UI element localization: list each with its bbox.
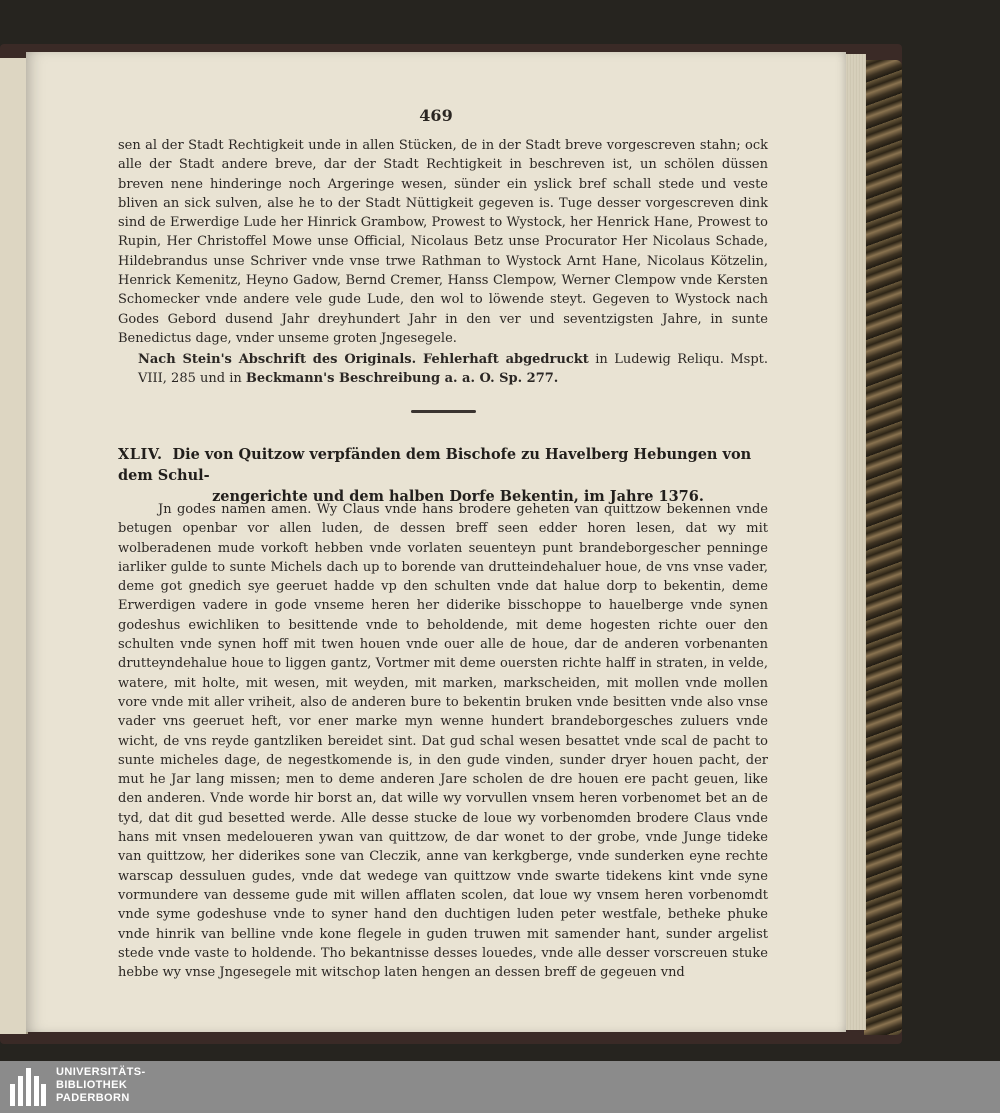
library-logo-icon [10, 1068, 46, 1106]
library-banner [0, 1061, 1000, 1113]
library-name-line: PADERBORN [56, 1092, 130, 1104]
source-note-prefix: Nach Stein's Abschrift des Originals. Fehlerhaft abgedruckt [138, 352, 589, 367]
page-number: 469 [419, 106, 453, 125]
marbled-edge [864, 60, 902, 1035]
paragraph-text: sen al der Stadt Rechtigkeit unde in allen Stücken, de in der Stadt breve vorgescreven stahn; ock alle der Stadt andere breve, dar der Stadt Rechtigkeit in beschreven ist, un schölen düssen breven nene hinderinge noch Argeringe wesen, sünder ein yslick bref schall stede und veste bliven an sick sulven, alse he to der Stadt Nüttigkeit gegeven is. Tuge desser vorgescreven dink sind de Erwerdige Lude her Hinrick Grambow, Prowest to Wystock, her Henrick Hane, Prowest to Rupin, Her Christoffel Mowe unse Official, Nicolaus Betz unse Procurator Her Nicolaus Schade, Hildebrandus unse Schriver vnde vnse trwe Rathman to Wystock Arnt Hane, Nicolaus Kötzelin, Henrick Kemenitz, Heyno Gadow, Bernd Cremer, Hanss Clempow, Werner Clempow vnde Kersten Schomecker vnde andere vele gude Lude, den wol to löwende steyt. Gegeven to Wystock nach Godes Gebord dusend Jahr dreyhundert Jahr in den ver und seventzigsten Jahre, in sunte Benedictus dage, vnder unseme groten Jngesegele. [118, 138, 768, 346]
section-heading [118, 444, 768, 507]
paragraph-text: Jn godes namen amen. Wy Claus vnde hans brodere geheten van quittzow bekennen vnde betugen openbar vor allen luden, de dessen breff seen edder horen lesen, dat wy mit wolberadenen mude vorkoft hebben vnde vorlaten seuenteyn punt brandeborgescher penninge iarliker gulde to sunte Michels dach up to borende van drutteindehaluer houe, de vns vnse vader, deme got gnedich sye geeruet hadde vp den schulten vnde dat halue dorp to bekentin, deme Erwerdigen vadere in gode vnseme heren her diderike bisschoppe to hauelberge vnde synen godeshus ewichliken to besittende vnde to beholdende, mit deme hogesten richte ouer den schulten vnde synen hoff mit twen houen vnde ouer alle de houe, dar de anderen vorbenanten drutteyndehalue houe to liggen gantz, Vortmer mit deme ouersten richte halff in straten, in velde, watere, mit holte, mit wesen, mit weyden, mit marken, markscheiden, mit mollen vnde mollen vore vnde mit aller vriheit, also de anderen bure to bekentin bruken vnde besitten vnde also vnse vader vns geeruet heft, vor ener marke myn wenne hundert brandeborgesches zuluers vnde wicht, de vns reyde gantzliken bereidet sint. Dat gud schal wesen besattet vnde scal de pacht to sunte micheles dage, de negestkomende is, in den gude vinden, sunder dryer houen pacht, der mut he Jar lang missen; men to deme anderen Jare scholen de dre houen ere pacht geuen, like den anderen. Vnde worde hir borst an, dat wille wy vorvullen vnsem heren vorbenomet bet an de tyd, dat dit gud besetted werde. Alle desse stucke de loue wy vorbenomden brodere Claus vnde hans mit vnsen medeloueren ywan van quittzow, de dar wonet to der grobe, vnde Junge tideke van quittzow, her diderikes sone van Cleczik, anne van kerkgberge, vnde sunderken eyne rechte warscap dessuluen gudes, vnde dat wedege van quittzow vnde swarte tidekens kint vnde syne vormundere van desseme gude mit willen afflaten scolen, dat loue wy vnsem heren vorbenomdt vnde syme godeshuse vnde to syner hand den duchtigen luden peter westfale, betheke phuke vnde hinrik van belline vnde kone flegele in guden truwen mit samender hant, sunder argelist stede vnde vaste to holdende. Tho bekantnisse desses louedes, vnde alle desser vorscreuen stuke hebbe wy vnse Jngesegele mit witschop laten hengen an dessen breff de gegeuen vnd [118, 502, 768, 981]
document-paragraph [118, 136, 768, 348]
document-paragraph [118, 500, 768, 982]
library-name [56, 1066, 146, 1105]
source-note-rest: in Ludewig Reliqu. Mspt. VIII, 285 und in [138, 352, 768, 387]
source-note-beckmann: Beckmann's Beschreibung a. a. O. Sp. 277. [245, 371, 559, 387]
section-divider [411, 410, 476, 413]
left-page-edge [0, 58, 28, 1034]
library-name-line: UNIVERSITÄTS- [56, 1066, 146, 1078]
library-name-line: BIBLIOTHEK [56, 1079, 128, 1091]
source-note [138, 350, 768, 389]
section-number: XLIV. [118, 446, 163, 463]
book-page [26, 52, 846, 1032]
heading-line-2: zengerichte und dem halben Dorfe Bekentin, im Jahre 1376. [212, 488, 704, 505]
heading-line-1: Die von Quitzow verpfänden dem Bischofe zu Havelberg Hebungen von dem Schul- [118, 446, 752, 484]
